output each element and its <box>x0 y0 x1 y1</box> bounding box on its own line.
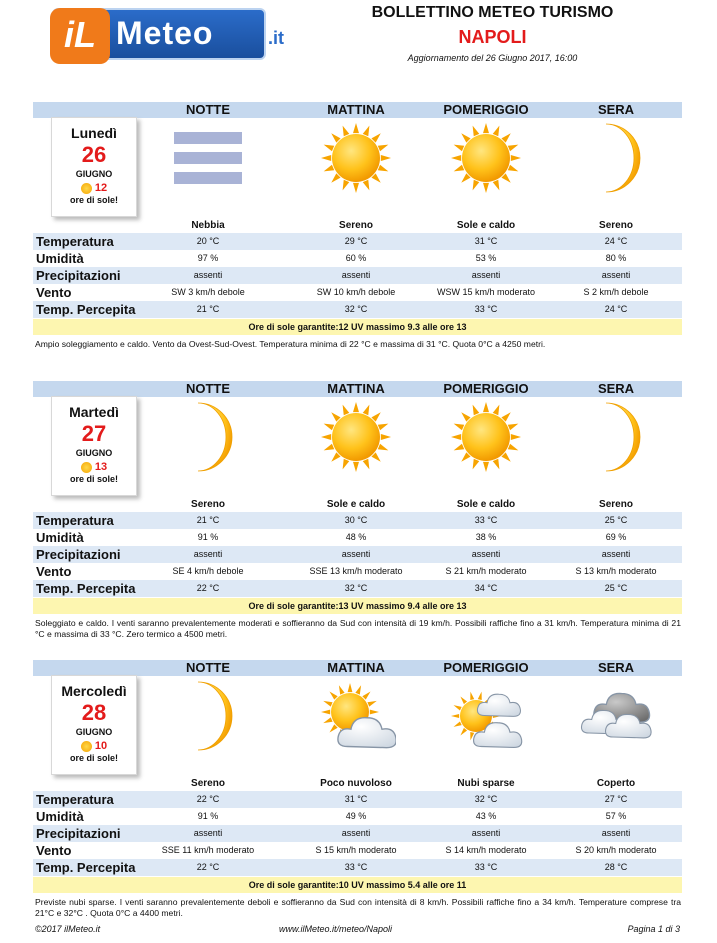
row-value: assenti <box>341 270 371 280</box>
condition-label: Nebbia <box>191 220 225 231</box>
day-name: Lunedì <box>71 125 117 141</box>
condition-label: Sole e caldo <box>326 499 386 510</box>
feels-like-row <box>33 859 682 876</box>
row-value: 33 °C <box>474 515 498 525</box>
row-value: 80 % <box>605 253 627 263</box>
row-value: assenti <box>341 828 371 838</box>
row-label: Temp. Percepita <box>36 302 136 317</box>
row-label: Vento <box>36 285 72 300</box>
footer-page-number: Pagina 1 di 3 <box>627 924 680 934</box>
moon-icon <box>576 120 656 196</box>
sun-icon <box>316 399 396 475</box>
row-value: assenti <box>341 549 371 559</box>
sun-icon <box>81 183 92 194</box>
row-value: 32 °C <box>344 304 368 314</box>
row-value: 91 % <box>197 532 219 542</box>
row-value: 24 °C <box>604 304 628 314</box>
row-value: 22 °C <box>196 583 220 593</box>
row-value: 34 °C <box>474 583 498 593</box>
sun-hours: 13 <box>94 461 108 473</box>
row-label: Temp. Percepita <box>36 860 136 875</box>
month-name: GIUGNO <box>75 448 113 458</box>
row-value: 91 % <box>197 811 219 821</box>
row-value: 38 % <box>475 532 497 542</box>
condition-label: Sereno <box>191 499 225 510</box>
period-label: MATTINA <box>327 381 385 396</box>
row-value: 97 % <box>197 253 219 263</box>
row-value: 49 % <box>345 811 367 821</box>
condition-label: Sole e caldo <box>456 499 516 510</box>
row-value: 21 °C <box>196 515 220 525</box>
row-value: 20 °C <box>196 236 220 246</box>
day-name: Mercoledì <box>61 683 127 699</box>
period-label: SERA <box>597 102 635 117</box>
period-label: NOTTE <box>185 381 231 396</box>
city-name: NAPOLI <box>458 27 527 47</box>
period-label: POMERIGGIO <box>443 381 529 396</box>
row-value: 69 % <box>605 532 627 542</box>
row-value: WSW 15 km/h moderato <box>436 287 536 297</box>
humidity-row <box>33 808 682 825</box>
row-value: 33 °C <box>474 862 498 872</box>
sun-cloud-icon <box>316 678 396 754</box>
row-value: 25 °C <box>604 515 628 525</box>
precipitation-row <box>33 825 682 842</box>
row-value: 32 °C <box>344 583 368 593</box>
row-label: Vento <box>36 843 72 858</box>
row-value: 33 °C <box>344 862 368 872</box>
footer-copyright: ©2017 ilMeteo.it <box>35 924 101 934</box>
row-value: 43 % <box>475 811 497 821</box>
month-name: GIUGNO <box>75 727 113 737</box>
periods-header <box>33 660 682 676</box>
condition-label: Poco nuvoloso <box>320 778 392 789</box>
period-label: POMERIGGIO <box>443 660 529 675</box>
period-label: POMERIGGIO <box>443 102 529 117</box>
row-value: 48 % <box>345 532 367 542</box>
sun-uv-summary: Ore di sole garantite:10 UV massimo 5.4 alle ore 11 <box>33 877 682 893</box>
row-label: Temp. Percepita <box>36 581 136 596</box>
period-label: SERA <box>597 660 635 675</box>
humidity-row <box>33 529 682 546</box>
period-label: NOTTE <box>185 660 231 675</box>
date-card <box>51 675 137 775</box>
condition-label: Coperto <box>596 778 636 789</box>
feels-like-row <box>33 301 682 318</box>
day-block <box>33 102 682 364</box>
bulletin-title: BOLLETTINO METEO TURISMO <box>371 4 614 21</box>
row-label: Umidità <box>36 530 84 545</box>
period-label: SERA <box>597 381 635 396</box>
date-card <box>51 117 137 217</box>
ilmeteo-logo <box>52 8 266 60</box>
row-value: 30 °C <box>344 515 368 525</box>
sun-icon <box>446 399 526 475</box>
row-value: 28 °C <box>604 862 628 872</box>
row-value: 60 % <box>345 253 367 263</box>
row-label: Precipitazioni <box>36 826 121 841</box>
condition-label: Sole e caldo <box>456 220 516 231</box>
day-block <box>33 660 682 922</box>
wind-row <box>33 563 682 580</box>
month-name: GIUGNO <box>75 169 113 179</box>
day-number: 28 <box>81 700 107 725</box>
temperature-row <box>33 233 682 250</box>
row-value: S 14 km/h moderato <box>445 845 527 855</box>
fog-icon <box>168 120 248 196</box>
row-label: Temperatura <box>36 234 114 249</box>
row-value: 22 °C <box>196 862 220 872</box>
wind-row <box>33 842 682 859</box>
row-label: Temperatura <box>36 792 114 807</box>
condition-label: Sereno <box>339 220 373 231</box>
sun-icon <box>316 120 396 196</box>
sun-uv-summary: Ore di sole garantite:13 UV massimo 9.4 alle ore 13 <box>33 598 682 614</box>
precipitation-row <box>33 267 682 284</box>
period-label: NOTTE <box>185 102 231 117</box>
row-value: 25 °C <box>604 583 628 593</box>
feels-like-row <box>33 580 682 597</box>
row-value: 32 °C <box>474 794 498 804</box>
row-value: S 2 km/h debole <box>583 287 649 297</box>
period-label: MATTINA <box>327 102 385 117</box>
row-value: assenti <box>601 828 631 838</box>
row-value: assenti <box>471 549 501 559</box>
row-value: 21 °C <box>196 304 220 314</box>
row-value: 22 °C <box>196 794 220 804</box>
date-card <box>51 396 137 496</box>
sun-hours-label: ore di sole! <box>69 753 118 763</box>
day-name: Martedì <box>69 404 119 420</box>
row-value: SSE 13 km/h moderato <box>309 566 403 576</box>
row-label: Umidità <box>36 809 84 824</box>
periods-header <box>33 381 682 397</box>
sun-icon <box>81 462 92 473</box>
overcast-icon <box>576 678 656 754</box>
row-value: assenti <box>193 549 223 559</box>
wind-row <box>33 284 682 301</box>
periods-header <box>33 102 682 118</box>
row-value: assenti <box>601 270 631 280</box>
row-label: Temperatura <box>36 513 114 528</box>
sun-hours-label: ore di sole! <box>69 195 118 205</box>
logo-wordmark: Meteo <box>116 15 214 51</box>
logo-domain: .it <box>268 28 284 48</box>
row-value: SSE 11 km/h moderato <box>161 845 255 855</box>
row-value: SW 10 km/h debole <box>316 287 396 297</box>
logo-il-mark: iL <box>50 8 110 64</box>
condition-label: Nubi sparse <box>457 778 515 789</box>
row-value: SW 3 km/h debole <box>171 287 245 297</box>
sun-hours: 10 <box>94 740 108 752</box>
day-description: Ampio soleggiamento e caldo. Vento da Ovest-Sud-Ovest. Temperatura minima di 22 °C e massima di 31 °C. Quota 0°C a 4250 metri. <box>35 339 546 349</box>
row-value: 53 % <box>475 253 497 263</box>
moon-icon <box>576 399 656 475</box>
row-label: Precipitazioni <box>36 268 121 283</box>
day-description: Soleggiato e caldo. I venti saranno prevalentemente moderati e soffieranno da Sud con intensità di 19 km/h. Possibili raffiche fino a 31 km/h. Temperatura minima di 21 °C e massima di 33 °C. Zero termico a 4500 metri. <box>35 618 681 639</box>
row-value: 31 °C <box>344 794 368 804</box>
row-value: 27 °C <box>604 794 628 804</box>
temperature-row <box>33 791 682 808</box>
row-value: assenti <box>471 270 501 280</box>
row-value: S 20 km/h moderato <box>575 845 657 855</box>
sun-hours: 12 <box>94 182 108 194</box>
day-number: 27 <box>81 421 107 446</box>
row-value: 29 °C <box>344 236 368 246</box>
row-value: 57 % <box>605 811 627 821</box>
sun-hours-label: ore di sole! <box>69 474 118 484</box>
moon-icon <box>168 399 248 475</box>
row-value: assenti <box>193 270 223 280</box>
precipitation-row <box>33 546 682 563</box>
row-value: 31 °C <box>474 236 498 246</box>
row-label: Precipitazioni <box>36 547 121 562</box>
row-value: 33 °C <box>474 304 498 314</box>
day-number: 26 <box>81 142 107 167</box>
row-value: assenti <box>601 549 631 559</box>
temperature-row <box>33 512 682 529</box>
sun-icon <box>81 741 92 752</box>
row-value: S 15 km/h moderato <box>315 845 397 855</box>
row-value: assenti <box>471 828 501 838</box>
row-value: S 13 km/h moderato <box>575 566 657 576</box>
footer-url[interactable]: www.ilMeteo.it/meteo/Napoli <box>279 924 393 934</box>
condition-label: Sereno <box>599 220 633 231</box>
update-timestamp: Aggiornamento del 26 Giugno 2017, 16:00 <box>407 53 578 63</box>
row-value: S 21 km/h moderato <box>445 566 527 576</box>
row-label: Vento <box>36 564 72 579</box>
sun-icon <box>446 120 526 196</box>
row-label: Umidità <box>36 251 84 266</box>
condition-label: Sereno <box>191 778 225 789</box>
row-value: 24 °C <box>604 236 628 246</box>
row-value: assenti <box>193 828 223 838</box>
condition-label: Sereno <box>599 499 633 510</box>
sun-uv-summary: Ore di sole garantite:12 UV massimo 9.3 alle ore 13 <box>33 319 682 335</box>
humidity-row <box>33 250 682 267</box>
period-label: MATTINA <box>327 660 385 675</box>
page-footer <box>33 924 682 936</box>
day-block <box>33 381 682 643</box>
day-description: Previste nubi sparse. I venti saranno prevalentemente deboli e soffieranno da Sud con intensità di 8 km/h. Possibili raffiche fino a 34 km/h. Temperature comprese tra 21°C e 32°C . Quota 0°C a 4400 metri. <box>35 897 681 918</box>
sun-clouds-icon <box>446 678 526 754</box>
row-value: SE 4 km/h debole <box>172 566 244 576</box>
moon-icon <box>168 678 248 754</box>
